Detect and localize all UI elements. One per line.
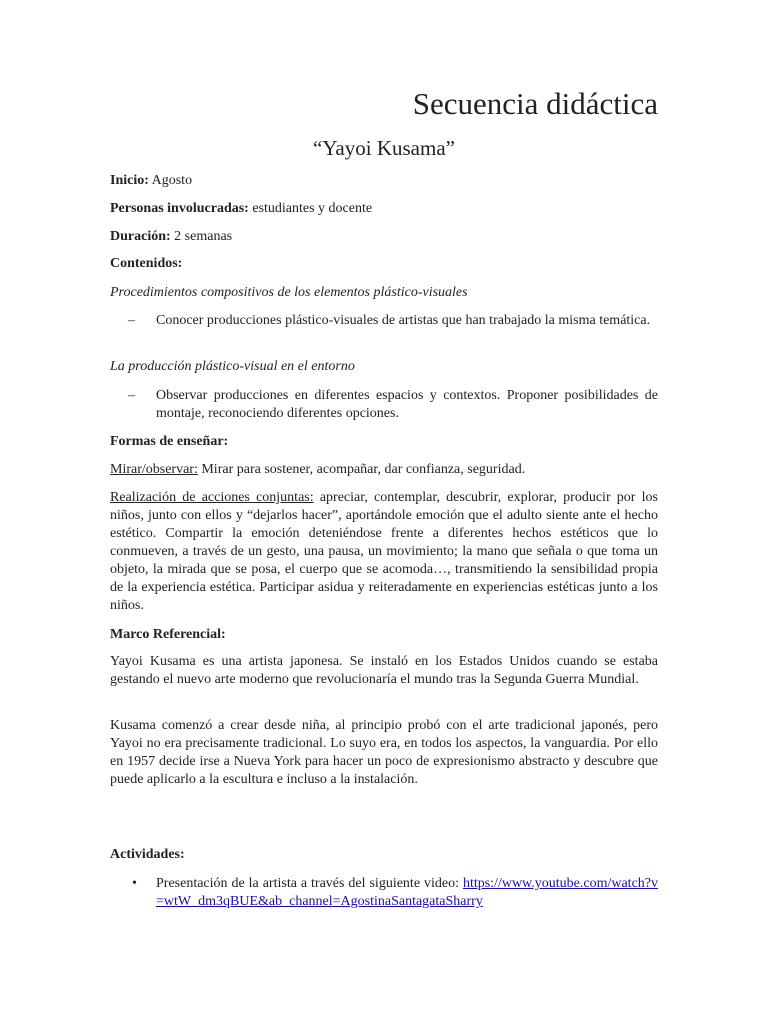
document-subtitle: “Yayoi Kusama”	[313, 136, 455, 160]
actividades-item-1	[156, 875, 658, 911]
actividades-item-1-text: Presentación de la artista a través del siguiente video:	[156, 876, 463, 891]
field-duracion	[110, 228, 658, 246]
formas-paragraph-2	[110, 489, 658, 615]
formas-p1-text: Mirar para sostener, acompañar, dar confianza, seguridad.	[197, 462, 526, 477]
video-link[interactable]: https://www.youtube.com/watch?v=wtW_dm3qBUE&ab_channel=AgostinaSantagataSharry	[156, 876, 658, 909]
dash-bullet: –	[128, 313, 135, 328]
field-duracion-value: 2 semanas	[174, 229, 233, 244]
contenidos-section1-title: Procedimientos compositivos de los elementos plástico-visuales	[110, 285, 468, 300]
field-inicio-label: Inicio:	[110, 173, 149, 188]
field-inicio-value: Agosto	[151, 173, 193, 188]
marco-paragraph-2: Kusama comenzó a crear desde niña, al principio probó con el arte tradicional japonés, pero Yayoi no era precisamente tradicional. Lo suyo era, en todos los aspectos, la vanguardia. Por ello en 1957 decide irse a Nueva York para hacer un poco de expresionismo abstracto y descubre que puede aplicarlo a la escultura e incluso a la instalación.	[110, 718, 658, 787]
field-inicio	[110, 172, 658, 190]
field-duracion-label: Duración:	[110, 229, 171, 244]
formas-p2-text: apreciar, contemplar, descubrir, explorar, producir por los niños, junto con ellos y “dejarlos hacer”, aportándole emoción que el adulto siente ante el hecho estético. Compartir la emoción deteniéndose frente a diferentes hechos estéticos que lo conmueven, a través de un gesto, una pausa, un movimiento; la mano que señala o que toma un objeto, la mirada que se posa, el cuerpo que se acomoda…, transmitiendo la sensibilidad propia de la experiencia estética. Participar asidua y reiteradamente en experiencias estéticas junto a los niños.	[110, 490, 658, 613]
bullet-dot: •	[132, 876, 137, 891]
field-personas	[110, 200, 658, 218]
dash-bullet: –	[128, 388, 135, 403]
formas-paragraph-1	[110, 461, 658, 479]
field-personas-label: Personas involucradas:	[110, 201, 249, 216]
contenidos-section2-item: Observar producciones en diferentes espacios y contextos. Proponer posibilidades de montaje, reconociendo diferentes opciones.	[156, 388, 658, 421]
field-personas-value: estudiantes y docente	[252, 201, 373, 216]
formas-p2-label: Realización de acciones conjuntas:	[110, 490, 314, 505]
actividades-heading: Actividades:	[110, 847, 185, 862]
contenidos-section1-item: Conocer producciones plástico-visuales de artistas que han trabajado la misma temática.	[156, 313, 651, 328]
marco-heading: Marco Referencial:	[110, 627, 226, 642]
formas-heading: Formas de enseñar:	[110, 434, 229, 449]
document-title: Secuencia didáctica	[412, 86, 658, 121]
contenidos-heading: Contenidos:	[110, 256, 183, 271]
formas-p1-label: Mirar/observar:	[110, 462, 198, 477]
marco-paragraph-1: Yayoi Kusama es una artista japonesa. Se instaló en los Estados Unidos cuando se estaba gestando el nuevo arte moderno que revolucionaría el mundo tras la Segunda Guerra Mundial.	[110, 654, 658, 687]
contenidos-section2-title: La producción plástico-visual en el entorno	[110, 359, 355, 374]
